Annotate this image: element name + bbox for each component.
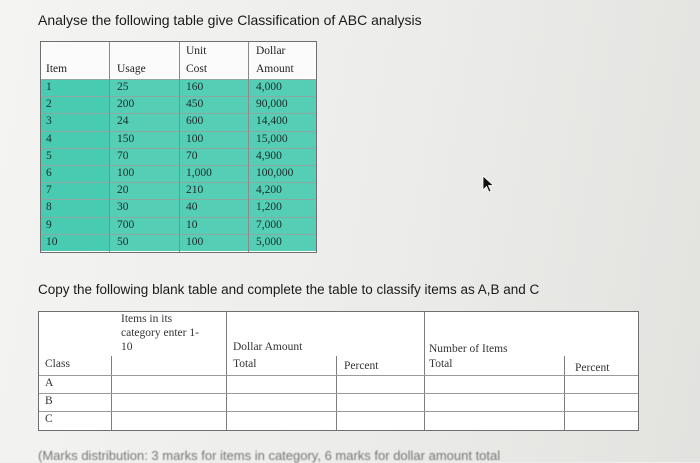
table-cell-item: 8	[46, 201, 52, 214]
table-cell-usage: 20	[117, 184, 129, 197]
header-dollar: Dollar	[256, 45, 286, 57]
header-item: Item	[46, 63, 68, 75]
class-a-label: A	[45, 377, 54, 389]
column-divider	[248, 42, 249, 252]
class-header: Class	[45, 358, 70, 370]
instruction-heading: Copy the following blank table and complete the table to classify items as A,B and C	[38, 282, 540, 297]
table-cell-cost: 210	[186, 184, 204, 197]
table-cell-cost: 600	[186, 115, 204, 128]
items-percent-header: Percent	[575, 362, 610, 374]
items-header-line3: 10	[121, 341, 133, 353]
table-cell-cost: 100	[186, 235, 204, 248]
column-divider	[109, 42, 110, 252]
dollar-total-header: Total	[233, 358, 257, 370]
row-divider	[39, 375, 638, 376]
header-cost: Cost	[186, 63, 208, 75]
abc-data-table	[40, 41, 317, 253]
items-header-line2: category enter 1-	[121, 327, 199, 339]
table-cell-item: 9	[46, 218, 52, 231]
column-divider	[424, 312, 425, 430]
table-cell-item: 1	[46, 81, 52, 93]
table-cell-item: 5	[46, 149, 52, 162]
table-cell-usage: 24	[117, 115, 129, 128]
dollar-amount-header: Dollar Amount	[233, 341, 303, 353]
table-cell-usage: 70	[117, 149, 129, 162]
table-cell-item: 7	[46, 184, 52, 197]
table-cell-amount: 4,200	[256, 184, 282, 197]
table-cell-cost: 70	[186, 149, 198, 162]
row-divider	[39, 393, 638, 394]
table-cell-usage: 150	[117, 132, 135, 145]
table-cell-amount: 5,000	[256, 235, 282, 248]
items-total-header: Total	[429, 358, 453, 370]
table-cell-item: 10	[46, 235, 58, 248]
class-b-label: B	[45, 395, 53, 407]
table-cell-amount: 90,000	[256, 98, 288, 111]
table-cell-item: 6	[46, 167, 52, 179]
table-cell-cost: 10	[186, 218, 198, 231]
table-cell-cost: 100	[186, 132, 204, 145]
table-cell-cost: 1,000	[186, 167, 212, 179]
column-divider	[226, 312, 227, 430]
table-cell-amount: 15,000	[256, 132, 288, 145]
table-cell-usage: 200	[117, 98, 135, 111]
table-cell-usage: 25	[117, 81, 129, 93]
dollar-percent-header: Percent	[344, 360, 379, 372]
header-unit: Unit	[186, 45, 207, 57]
table-cell-amount: 4,900	[256, 149, 282, 162]
question-heading: Analyse the following table give Classification of ABC analysis	[38, 12, 422, 28]
class-c-label: C	[45, 413, 53, 425]
number-of-items-header: Number of Items	[429, 343, 508, 355]
column-divider	[179, 42, 180, 252]
table-cell-usage: 50	[117, 235, 129, 248]
table-cell-cost: 160	[186, 81, 204, 93]
table-cell-usage: 700	[117, 218, 135, 231]
table-cell-amount: 1,200	[256, 201, 282, 214]
mouse-cursor-icon	[482, 175, 496, 193]
table-cell-usage: 100	[117, 167, 135, 179]
header-usage: Usage	[117, 63, 146, 75]
table-cell-amount: 100,000	[256, 167, 294, 179]
table-cell-amount: 7,000	[256, 218, 282, 231]
table-cell-item: 4	[46, 132, 52, 145]
table-cell-amount: 14,400	[256, 115, 288, 128]
items-header-line1: Items in its	[121, 313, 173, 325]
classification-table	[38, 311, 639, 431]
table-cell-cost: 40	[186, 201, 198, 214]
table-cell-usage: 30	[117, 201, 129, 214]
table-cell-amount: 4,000	[256, 81, 282, 93]
table-cell-item: 3	[46, 115, 52, 128]
table-cell-item: 2	[46, 98, 52, 111]
row-divider	[39, 411, 638, 412]
table-cell-cost: 450	[186, 98, 204, 111]
marks-distribution-note: (Marks distribution: 3 marks for items in category, 6 marks for dollar amount total	[38, 448, 501, 463]
header-amount: Amount	[256, 63, 294, 75]
